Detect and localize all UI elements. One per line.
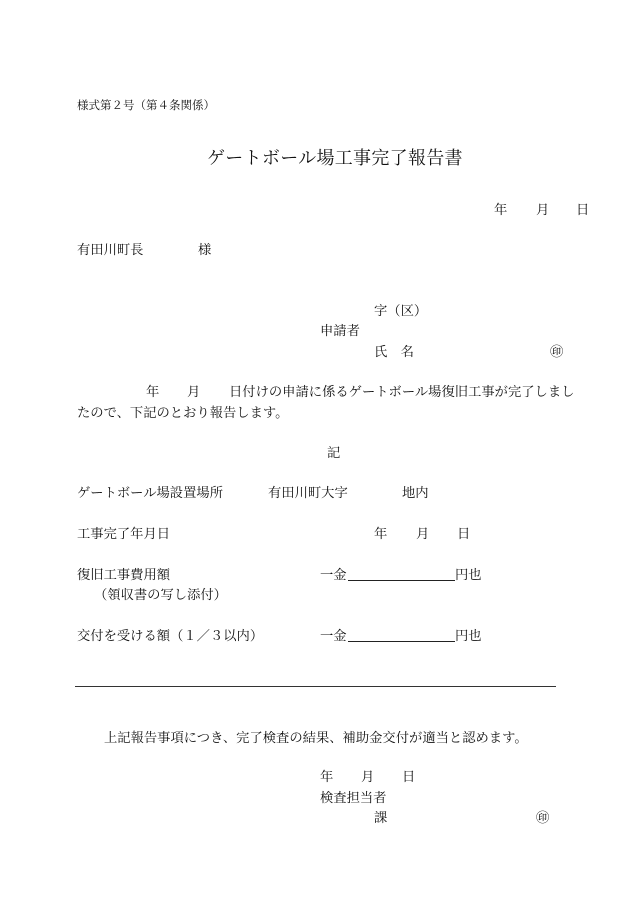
applicant-seal-mark: ㊞ bbox=[550, 344, 564, 359]
form-number: 様式第２号（第４条関係） bbox=[77, 100, 215, 112]
report-text-line2: たので、下記のとおり報告します。 bbox=[77, 405, 289, 420]
applicant-name-label: 氏 名 bbox=[374, 344, 414, 359]
inspection-month-label: 月 bbox=[361, 769, 375, 784]
grant-amount-prefix: 一金 bbox=[320, 628, 347, 643]
applicant-aza-label: 字（区） bbox=[374, 303, 428, 318]
location-prefix: 有田川町大字 bbox=[268, 485, 348, 500]
submission-day-label: 日 bbox=[576, 202, 590, 217]
page-title: ゲートボール場工事完了報告書 bbox=[207, 148, 463, 168]
inspection-section-label: 課 bbox=[374, 810, 388, 825]
addressee-honorific: 様 bbox=[198, 242, 212, 257]
addressee-name: 有田川町長 bbox=[77, 242, 144, 257]
completion-month-label: 月 bbox=[416, 526, 430, 541]
restoration-cost-label: 復旧工事費用額 bbox=[77, 567, 171, 582]
inspection-seal-mark: ㊞ bbox=[536, 810, 550, 825]
restoration-cost-note: （領収書の写し添付） bbox=[94, 587, 227, 602]
submission-month-label: 月 bbox=[536, 202, 550, 217]
completion-day-label: 日 bbox=[457, 526, 471, 541]
inspection-statement: 上記報告事項につき、完了検査の結果、補助金交付が適当と認めます。 bbox=[104, 730, 528, 745]
grant-amount-label: 交付を受ける額（１／３以内） bbox=[77, 628, 264, 643]
grant-amount-suffix: 円也 bbox=[455, 628, 482, 643]
restoration-cost-suffix: 円也 bbox=[455, 567, 482, 582]
section-divider bbox=[75, 686, 556, 687]
report-year-label: 年 bbox=[146, 384, 160, 399]
inspection-day-label: 日 bbox=[402, 769, 416, 784]
grant-amount-blank-line bbox=[348, 641, 455, 642]
restoration-cost-prefix: 一金 bbox=[320, 567, 347, 582]
completion-year-label: 年 bbox=[374, 526, 388, 541]
report-month-label: 月 bbox=[187, 384, 201, 399]
report-text-line1: 日付けの申請に係るゲートボール場復旧工事が完了しまし bbox=[229, 384, 575, 399]
inspector-label: 検査担当者 bbox=[320, 790, 387, 805]
restoration-cost-blank-line bbox=[348, 580, 455, 581]
submission-year-label: 年 bbox=[494, 202, 508, 217]
location-label: ゲートボール場設置場所 bbox=[77, 485, 223, 500]
ki-heading: 記 bbox=[327, 445, 341, 460]
completion-date-label: 工事完了年月日 bbox=[77, 526, 171, 541]
applicant-label: 申請者 bbox=[320, 323, 360, 338]
inspection-year-label: 年 bbox=[320, 769, 334, 784]
location-suffix: 地内 bbox=[402, 485, 429, 500]
